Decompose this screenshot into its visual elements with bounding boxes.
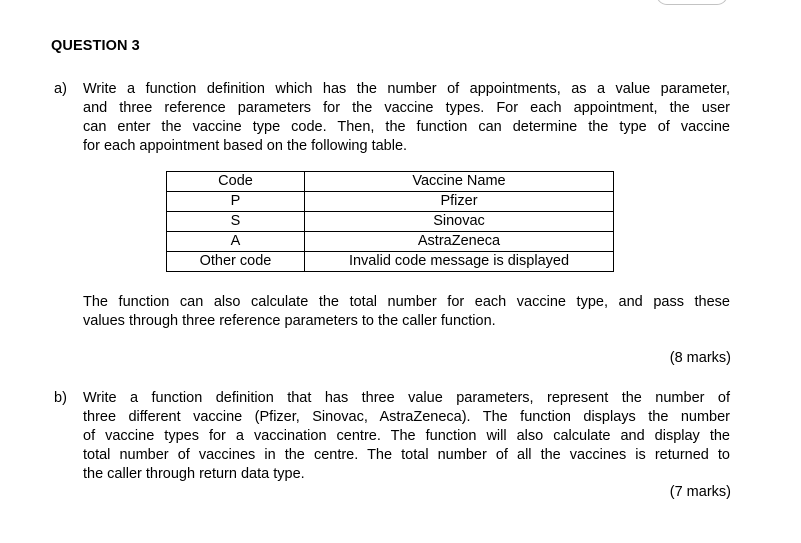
table-cell-code: A xyxy=(167,232,305,252)
table-row xyxy=(167,192,614,212)
part-b-label: b) xyxy=(54,390,67,406)
vaccine-code-table xyxy=(166,171,614,272)
table-cell-vaccine-name: Pfizer xyxy=(305,192,614,212)
part-b-line: three different vaccine (Pfizer, Sinovac, AstraZeneca). The function displays the number xyxy=(83,409,730,425)
table-header-row xyxy=(167,172,614,192)
part-a-label: a) xyxy=(54,81,67,97)
part-a-line: can enter the vaccine type code. Then, the function can determine the type of vaccine xyxy=(83,119,730,135)
part-a-line: for each appointment based on the following table. xyxy=(83,138,408,154)
table-row xyxy=(167,232,614,252)
table-cell-code: Other code xyxy=(167,252,305,272)
table-row xyxy=(167,252,614,272)
table-header-code: Code xyxy=(167,172,305,192)
table-cell-code: P xyxy=(167,192,305,212)
part-a-line: Write a function definition which has the number of appointments, as a value parameter, xyxy=(83,81,730,97)
part-b-line: Write a function definition that has three value parameters, represent the number of xyxy=(83,390,730,406)
part-b-paragraph xyxy=(83,389,730,484)
table-cell-code: S xyxy=(167,212,305,232)
part-a-followup-line: The function can also calculate the total number for each vaccine type, and pass these xyxy=(83,294,730,310)
part-b-line: of vaccine types for a vaccination centre. The function will also calculate and display the xyxy=(83,428,730,444)
table-cell-vaccine-name: AstraZeneca xyxy=(305,232,614,252)
part-b-marks: (7 marks) xyxy=(669,484,731,500)
part-a-marks: (8 marks) xyxy=(669,350,731,366)
table-header-vaccine-name: Vaccine Name xyxy=(305,172,614,192)
question-heading: QUESTION 3 xyxy=(51,38,140,54)
table-cell-vaccine-name: Sinovac xyxy=(305,212,614,232)
part-b-line: the caller through return data type. xyxy=(83,466,305,482)
page-corner-mark xyxy=(656,0,728,5)
table-cell-vaccine-name: Invalid code message is displayed xyxy=(305,252,614,272)
part-b-line: total number of vaccines in the centre. The total number of all the vaccines is returned to xyxy=(83,447,730,463)
part-a-paragraph xyxy=(83,80,730,156)
part-a-line: and three reference parameters for the vaccine types. For each appointment, the user xyxy=(83,100,730,116)
table-row xyxy=(167,212,614,232)
part-a-followup-paragraph xyxy=(83,293,730,331)
part-a-followup-line: values through three reference parameters to the caller function. xyxy=(83,313,496,329)
